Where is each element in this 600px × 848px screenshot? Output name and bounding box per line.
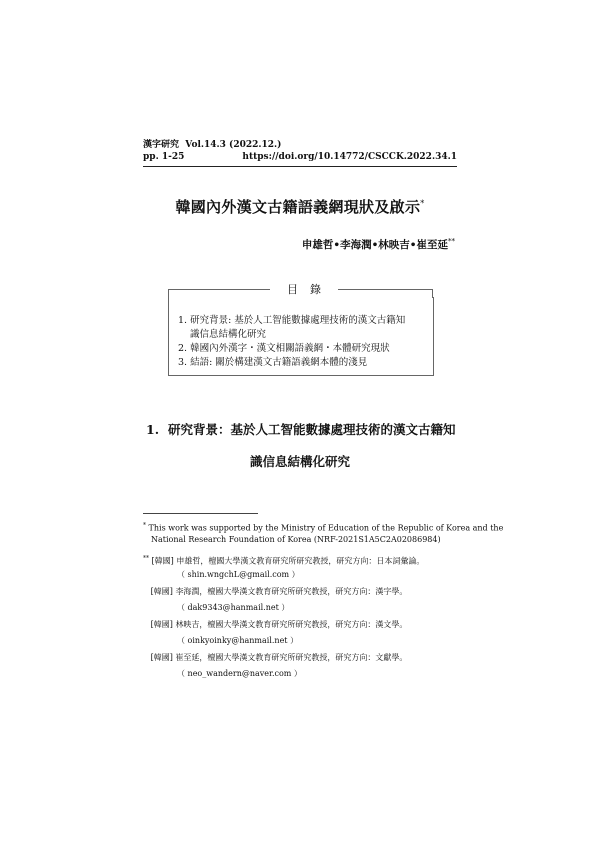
footnote-country: [韓國] bbox=[150, 620, 173, 629]
footnote-text: 李海潤，檀國大學漢文教育研究所研究教授，研究方向：漢字學。 bbox=[175, 587, 408, 596]
section-heading bbox=[146, 420, 456, 438]
toc-item-continuation[interactable]: 識信息結構化研究 bbox=[190, 329, 267, 340]
footnote-divider bbox=[143, 513, 258, 514]
author-footnote-mark: ** bbox=[448, 237, 455, 246]
doi-link[interactable]: https://doi.org/10.14772/CSCCK.2022.34.1 bbox=[242, 152, 457, 162]
footnote-email[interactable]: （ neo_wandern@naver.com ） bbox=[177, 669, 302, 678]
author-list bbox=[302, 237, 455, 252]
toc-item[interactable]: 1. 研究背景: 基於人工智能數據處理技術的漢文古籍知 bbox=[178, 315, 406, 326]
footnote-country: [韓國] bbox=[150, 587, 173, 596]
paper-title bbox=[140, 196, 460, 217]
footnote-text: This work was supported by the Ministry of Education of the Republic of Korea and the bbox=[148, 523, 504, 533]
footnote-mark: ** bbox=[143, 555, 149, 562]
header-divider bbox=[143, 166, 457, 167]
footnote-funding bbox=[143, 520, 503, 535]
footnote-author bbox=[143, 652, 407, 664]
footnote-email[interactable]: （ dak9343@hanmail.net ） bbox=[177, 603, 290, 612]
footnote-text: 林映吉，檀國大學漢文教育研究所研究教授，研究方向：漢文學。 bbox=[175, 620, 408, 629]
toc-heading-wrap bbox=[176, 281, 432, 297]
section-title-line1: 研究背景：基於人工智能數據處理技術的漢文古籍知 bbox=[168, 422, 456, 437]
toc-list bbox=[178, 314, 405, 370]
footnote-author bbox=[143, 586, 407, 598]
footnote-email[interactable]: （ shin.wngchL@gmail.com ） bbox=[177, 570, 300, 579]
title-footnote-mark: * bbox=[420, 199, 425, 208]
footnote-author bbox=[143, 619, 407, 631]
footnote-email[interactable]: （ oinkyoinky@hanmail.net ） bbox=[177, 636, 299, 645]
toc-item[interactable]: 3. 結語: 關於構建漢文古籍語義網本體的淺見 bbox=[178, 357, 368, 368]
title-text: 韓國內外漢文古籍語義網現狀及啟示 bbox=[175, 198, 421, 216]
journal-info bbox=[143, 139, 281, 151]
footnote-author bbox=[143, 553, 424, 568]
footnote-funding-cont: National Research Foundation of Korea (NRF-2021S1A5C2A02086984) bbox=[151, 535, 441, 544]
journal-volume: Vol.14.3 (2022.12.) bbox=[185, 140, 282, 150]
toc-item[interactable]: 2. 韓國內外漢字・漢文相關語義網・本體研究現狀 bbox=[178, 343, 390, 354]
page-range: pp. 1-25 bbox=[143, 152, 185, 162]
toc-heading: 目錄 bbox=[287, 283, 333, 296]
footnote-country: [韓國] bbox=[150, 653, 173, 662]
section-title-line2: 識信息結構化研究 bbox=[249, 454, 350, 469]
footnote-country: [韓國] bbox=[151, 556, 174, 566]
journal-name: 漢字研究 bbox=[143, 140, 180, 150]
toc-heading-rule-right bbox=[338, 289, 432, 290]
footnote-text: 崔至延，檀國大學漢文教育研究所研究教授，研究方向：文獻學。 bbox=[175, 653, 408, 662]
author-names: 申雄哲•李海潤•林映吉•崔至延 bbox=[301, 239, 448, 251]
footnote-mark: * bbox=[143, 522, 146, 529]
footnote-text: 申雄哲，檀國大學漢文教育研究所研究教授，研究方向：日本詞彙論。 bbox=[176, 556, 425, 566]
section-number: 1. bbox=[146, 422, 160, 437]
